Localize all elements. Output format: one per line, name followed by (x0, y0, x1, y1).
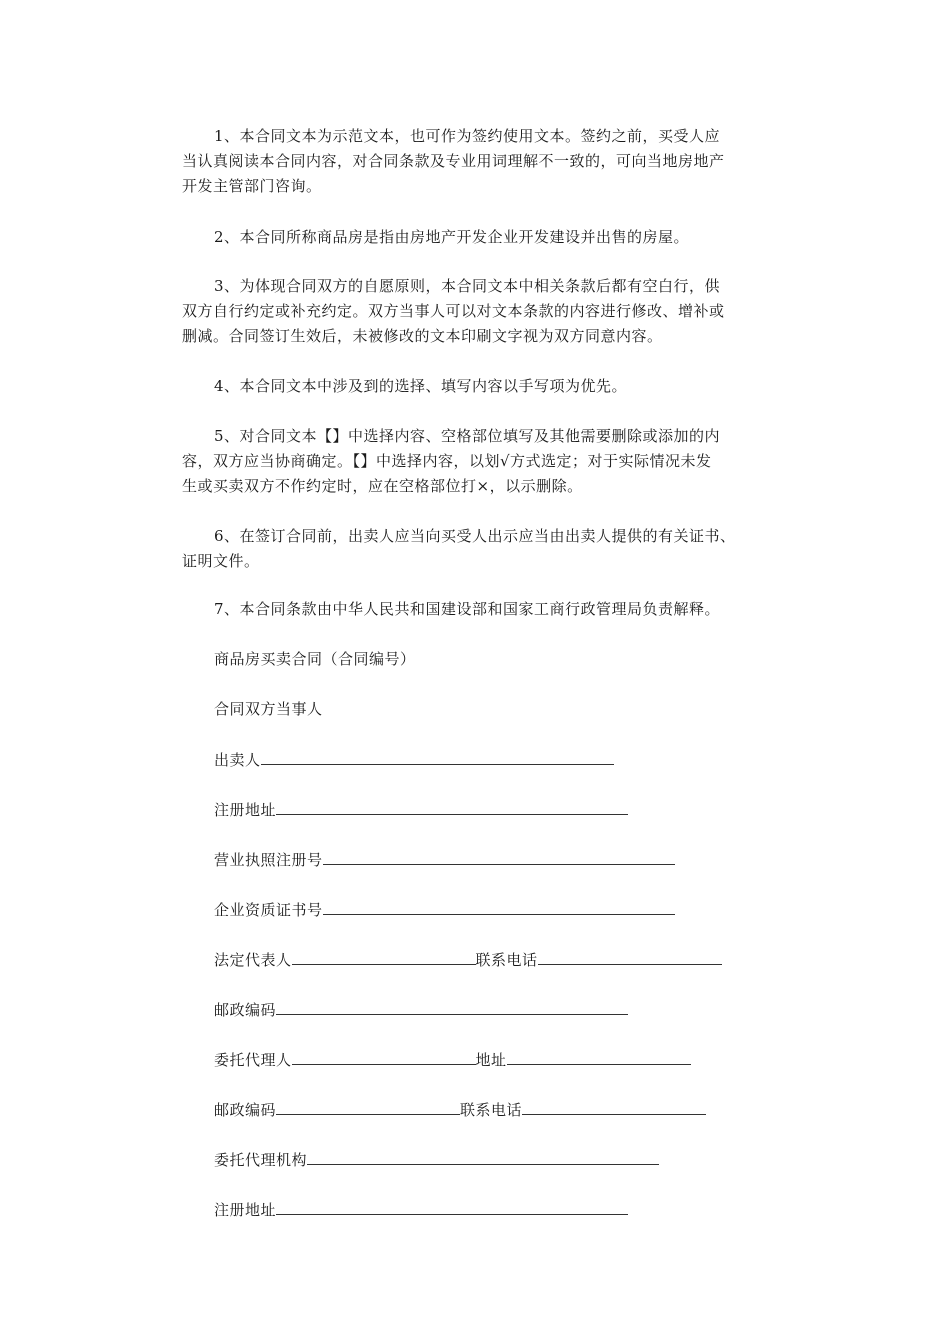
qualification-blank[interactable] (323, 897, 675, 915)
note-line: 1、本合同文本为示范文本，也可作为签约使用文本。签约之前，买受人应 (214, 127, 721, 145)
qualification-row (214, 897, 675, 923)
phone-blank-2[interactable] (522, 1097, 706, 1115)
qualification-label: 企业资质证书号 (214, 901, 323, 919)
note-line: 双方自行约定或补充约定。双方当事人可以对文本条款的内容进行修改、增补或 (182, 302, 725, 320)
postcode-phone-row (214, 1097, 706, 1123)
note-line: 证明文件。 (182, 552, 260, 570)
postcode-label: 邮政编码 (214, 1001, 277, 1019)
reg-address-blank-2[interactable] (276, 1197, 628, 1215)
agent-blank[interactable] (292, 1047, 476, 1065)
note-6 (0, 524, 736, 574)
reg-address-row-2 (214, 1197, 628, 1223)
note-3 (0, 274, 725, 349)
note-line: 2、本合同所称商品房是指由房地产开发企业开发建设并出售的房屋。 (214, 228, 690, 246)
license-label: 营业执照注册号 (214, 851, 323, 869)
phone-label-2: 联系电话 (460, 1101, 523, 1119)
note-line: 容，双方应当协商确定。【】中选择内容，以划√方式选定；对于实际情况未发 (182, 452, 712, 470)
note-7 (0, 597, 720, 622)
license-row (214, 847, 675, 873)
address-blank[interactable] (507, 1047, 691, 1065)
seller-row (214, 747, 614, 773)
note-line: 3、为体现合同双方的自愿原则，本合同文本中相关条款后都有空白行，供 (214, 277, 721, 295)
phone-blank[interactable] (538, 947, 722, 965)
legal-rep-label: 法定代表人 (214, 951, 292, 969)
postcode-blank-2[interactable] (276, 1097, 460, 1115)
reg-address-row (214, 797, 628, 823)
agency-label: 委托代理机构 (214, 1151, 308, 1169)
note-1 (0, 124, 725, 199)
reg-address-label: 注册地址 (214, 801, 277, 819)
phone-label: 联系电话 (475, 951, 538, 969)
note-line: 5、对合同文本【】中选择内容、空格部位填写及其他需要删除或添加的内 (214, 427, 721, 445)
note-line: 开发主管部门咨询。 (182, 177, 322, 195)
address-label: 地址 (475, 1051, 507, 1069)
agency-blank[interactable] (307, 1147, 659, 1165)
parties-heading: 合同双方当事人 (214, 700, 323, 718)
postcode-blank[interactable] (276, 997, 628, 1015)
legal-rep-row (214, 947, 722, 973)
postcode-row (214, 997, 628, 1023)
note-line: 6、在签订合同前，出卖人应当向买受人出示应当由出卖人提供的有关证书、 (214, 527, 736, 545)
note-line: 7、本合同条款由中华人民共和国建设部和国家工商行政管理局负责解释。 (214, 600, 721, 618)
agent-label: 委托代理人 (214, 1051, 292, 1069)
contract-title: 商品房买卖合同（合同编号） (214, 650, 416, 668)
seller-blank[interactable] (261, 747, 614, 765)
postcode-label-2: 邮政编码 (214, 1101, 277, 1119)
reg-address-blank[interactable] (276, 797, 628, 815)
agent-row (214, 1047, 691, 1073)
note-line: 4、本合同文本中涉及到的选择、填写内容以手写项为优先。 (214, 377, 628, 395)
note-5 (0, 424, 720, 499)
note-2 (0, 225, 689, 250)
note-line: 生或买卖双方不作约定时，应在空格部位打×，以示删除。 (182, 477, 583, 495)
legal-rep-blank[interactable] (292, 947, 476, 965)
reg-address-label-2: 注册地址 (214, 1201, 277, 1219)
note-line: 删减。合同签订生效后，未被修改的文本印刷文字视为双方同意内容。 (182, 327, 663, 345)
seller-label: 出卖人 (214, 751, 261, 769)
note-line: 当认真阅读本合同内容，对合同条款及专业用词理解不一致的，可向当地房地产 (182, 152, 725, 170)
agency-row (214, 1147, 659, 1173)
license-blank[interactable] (323, 847, 675, 865)
note-4 (0, 374, 627, 399)
